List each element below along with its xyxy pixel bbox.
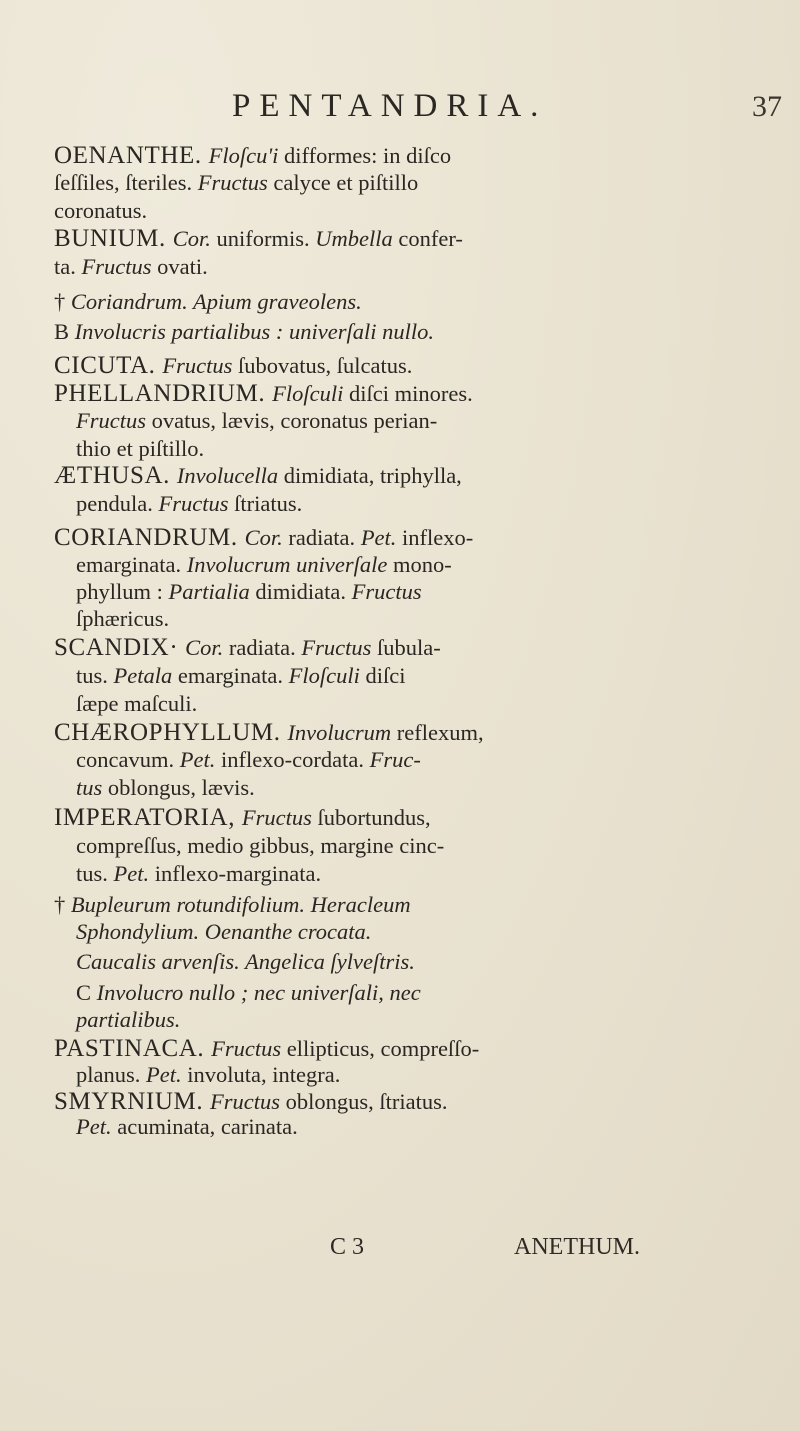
italic-term: Fructus bbox=[76, 408, 146, 433]
italic-term: Fructus bbox=[158, 491, 229, 516]
catchword: ANETHUM. bbox=[514, 1234, 640, 1260]
text-run: dimidiata, triphylla, bbox=[278, 463, 462, 488]
italic-term: Involucro nullo ; nec univerſali, nec bbox=[96, 980, 421, 1005]
genus-name: ÆTHUSA. bbox=[54, 462, 177, 489]
italic-term: Cor. bbox=[185, 635, 224, 660]
italic-term: Fruc- bbox=[369, 747, 421, 772]
italic-term: Fructus bbox=[351, 579, 422, 604]
text-run: ovatus, lævis, coronatus perian- bbox=[146, 408, 438, 433]
running-title: PENTANDRIA. bbox=[232, 88, 548, 124]
genus-name: CORIANDRUM. bbox=[54, 524, 245, 551]
text-line bbox=[76, 436, 204, 462]
italic-term: Caucalis arvenſis. Angelica ſylveſtris. bbox=[76, 949, 415, 974]
text-line bbox=[54, 805, 431, 831]
genus-name: OENANTHE. bbox=[54, 142, 209, 169]
text-line bbox=[54, 525, 473, 551]
italic-term: Fructus bbox=[241, 805, 312, 830]
text-line bbox=[76, 579, 422, 605]
italic-term: Partialia bbox=[168, 579, 250, 604]
italic-term: partialibus. bbox=[76, 1007, 181, 1032]
italic-term: Cor. bbox=[172, 226, 211, 251]
text-run: † bbox=[54, 892, 71, 917]
text-line bbox=[54, 226, 463, 252]
text-line bbox=[54, 463, 462, 489]
text-run: ſubovatus, ſulcatus. bbox=[232, 353, 413, 378]
text-run: planus. bbox=[76, 1062, 146, 1087]
page-header bbox=[0, 88, 800, 128]
italic-term: Sphondylium. Oenanthe crocata. bbox=[76, 919, 372, 944]
text-run: ſubula- bbox=[371, 635, 441, 660]
text-run: ſtriatus. bbox=[228, 491, 303, 516]
text-run: calyce et piſtillo bbox=[267, 170, 419, 195]
genus-name: BUNIUM. bbox=[54, 225, 173, 252]
text-run: difformes: in diſco bbox=[278, 143, 452, 168]
text-run: inflexo- bbox=[396, 525, 474, 550]
text-run: concavum. bbox=[76, 747, 180, 772]
text-run: ſeſſiles, ſteriles. bbox=[54, 170, 198, 195]
text-line bbox=[54, 289, 362, 315]
italic-term: Floſculi bbox=[272, 381, 344, 406]
genus-name: CICUTA. bbox=[54, 352, 163, 379]
text-line bbox=[54, 1089, 448, 1115]
italic-term: Pet. bbox=[76, 1114, 112, 1139]
text-run: oblongus, ſtriatus. bbox=[280, 1089, 448, 1114]
text-run: inflexo-cordata. bbox=[215, 747, 370, 772]
text-run: thio et piſtillo. bbox=[76, 436, 205, 461]
text-run: radiata. bbox=[223, 635, 302, 660]
text-line bbox=[76, 691, 197, 717]
text-line bbox=[54, 143, 451, 169]
text-run: confer- bbox=[392, 226, 463, 251]
text-run: tus. bbox=[76, 861, 114, 886]
italic-term: Involucris partialibus : univerſali nullo. bbox=[74, 319, 434, 344]
text-line bbox=[54, 381, 473, 407]
text-line bbox=[76, 949, 415, 975]
genus-name: IMPERATORIA, bbox=[54, 804, 242, 831]
text-line bbox=[76, 833, 444, 859]
text-line bbox=[54, 1036, 479, 1062]
text-line bbox=[54, 635, 441, 661]
text-run: emarginata. bbox=[172, 663, 289, 688]
italic-term: Involucella bbox=[176, 463, 279, 488]
text-run: reflexum, bbox=[391, 720, 484, 745]
italic-term: Involucrum univerſale bbox=[186, 552, 388, 577]
text-line bbox=[76, 1007, 180, 1033]
italic-term: Fructus bbox=[162, 353, 233, 378]
text-run: ſæpe maſculi. bbox=[76, 691, 198, 716]
text-run: involuta, integra. bbox=[181, 1062, 341, 1087]
text-run: ta. bbox=[54, 254, 82, 279]
text-line bbox=[76, 552, 452, 578]
italic-term: Pet. bbox=[113, 861, 150, 886]
text-run: ſubortundus, bbox=[311, 805, 431, 830]
text-line bbox=[54, 353, 412, 379]
text-line bbox=[76, 747, 421, 773]
text-line bbox=[76, 1062, 340, 1088]
italic-term: Fructus bbox=[211, 1036, 282, 1061]
text-run: tus. bbox=[76, 663, 114, 688]
text-line bbox=[76, 491, 302, 517]
text-line bbox=[76, 606, 169, 632]
italic-term: Pet. bbox=[146, 1062, 182, 1087]
page-number: 37 bbox=[752, 90, 782, 123]
italic-term: Coriandrum. Apium graveolens. bbox=[70, 289, 362, 314]
text-run: ellipticus, compreſſo- bbox=[281, 1036, 480, 1061]
italic-term: Cor. bbox=[244, 525, 283, 550]
text-run: diſci minores. bbox=[343, 381, 473, 406]
text-line bbox=[76, 919, 371, 945]
italic-term: Umbella bbox=[315, 226, 393, 251]
italic-term: Fructus bbox=[301, 635, 372, 660]
italic-term: Floſcu'i bbox=[208, 143, 279, 168]
text-run: dimidiata. bbox=[249, 579, 352, 604]
text-run: B bbox=[54, 319, 75, 344]
genus-name: SCANDIX· bbox=[54, 634, 186, 661]
text-line bbox=[54, 198, 147, 224]
text-line bbox=[76, 663, 406, 689]
text-run: radiata. bbox=[282, 525, 361, 550]
text-run: mono- bbox=[387, 552, 452, 577]
genus-name: PASTINACA. bbox=[54, 1035, 212, 1062]
text-run: pendula. bbox=[76, 491, 159, 516]
text-run: ſphæricus. bbox=[76, 606, 170, 631]
italic-term: Floſculi bbox=[288, 663, 360, 688]
italic-term: Bupleurum rotundifolium. Heracleum bbox=[70, 892, 411, 917]
text-run: uniformis. bbox=[210, 226, 316, 251]
text-line bbox=[54, 254, 208, 280]
text-line bbox=[54, 170, 418, 196]
text-run: oblongus, lævis. bbox=[102, 775, 255, 800]
genus-name: PHELLANDRIUM. bbox=[54, 380, 273, 407]
text-line bbox=[76, 775, 255, 801]
italic-term: Involucrum bbox=[287, 720, 392, 745]
text-line bbox=[54, 720, 484, 746]
genus-name: SMYRNIUM. bbox=[54, 1088, 211, 1115]
italic-term: Fructus bbox=[210, 1089, 281, 1114]
text-run: C bbox=[76, 980, 97, 1005]
text-line bbox=[54, 319, 434, 345]
text-run: coronatus. bbox=[54, 198, 148, 223]
text-run: inflexo-marginata. bbox=[149, 861, 322, 886]
italic-term: Pet. bbox=[360, 525, 397, 550]
italic-term: Petala bbox=[113, 663, 173, 688]
text-line bbox=[54, 892, 411, 918]
text-run: compreſſus, medio gibbus, margine cinc- bbox=[76, 833, 445, 858]
genus-name: CHÆROPHYLLUM. bbox=[54, 719, 288, 746]
text-line bbox=[76, 408, 437, 434]
text-run: † bbox=[54, 289, 71, 314]
italic-term: Fructus bbox=[81, 254, 152, 279]
text-run: phyllum : bbox=[76, 579, 169, 604]
text-line bbox=[76, 980, 421, 1006]
text-run: acuminata, carinata. bbox=[111, 1114, 298, 1139]
text-run: ovati. bbox=[151, 254, 208, 279]
signature-mark: C 3 bbox=[330, 1234, 365, 1260]
text-run: diſci bbox=[359, 663, 406, 688]
text-run: emarginata. bbox=[76, 552, 187, 577]
italic-term: Pet. bbox=[179, 747, 216, 772]
italic-term: tus bbox=[76, 775, 103, 800]
italic-term: Fructus bbox=[197, 170, 268, 195]
text-line bbox=[76, 1114, 298, 1140]
text-line bbox=[76, 861, 321, 887]
